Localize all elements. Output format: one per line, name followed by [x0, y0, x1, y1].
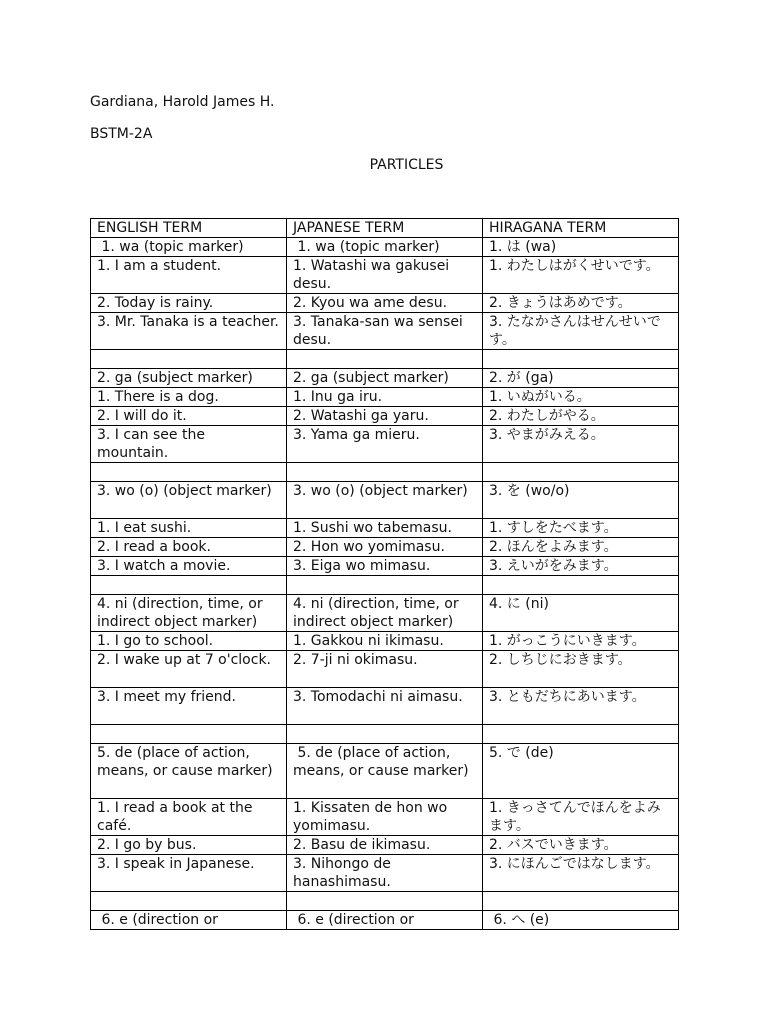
column-header-hiragana: HIRAGANA TERM: [483, 219, 679, 238]
empty-cell: [483, 576, 679, 595]
japanese-term-cell: 1. Sushi wo tabemasu.: [287, 519, 483, 538]
table-row: [91, 257, 679, 294]
japanese-term-cell: 3. Tanaka-san wa sensei desu.: [287, 313, 483, 350]
english-term-cell: 2. I will do it.: [91, 407, 287, 426]
japanese-term-cell: 2. Hon wo yomimasu.: [287, 538, 483, 557]
empty-cell: [91, 576, 287, 595]
japanese-term-cell: 2. 7-ji ni okimasu.: [287, 651, 483, 688]
japanese-term-cell: 2. Kyou wa ame desu.: [287, 294, 483, 313]
hiragana-term-cell: 1. いぬがいる。: [483, 388, 679, 407]
table-row: [91, 519, 679, 538]
japanese-term-cell: 3. Nihongo de hanashimasu.: [287, 855, 483, 892]
table-row: [91, 407, 679, 426]
table-row: [91, 688, 679, 725]
hiragana-term-cell: 2. しちじにおきます。: [483, 651, 679, 688]
english-term-cell: 6. e (direction or: [91, 911, 287, 930]
table-row-spacer: [91, 576, 679, 595]
empty-cell: [287, 463, 483, 482]
hiragana-term-cell: 3. やまがみえる。: [483, 426, 679, 463]
table-row-spacer: [91, 892, 679, 911]
table-row: [91, 426, 679, 463]
hiragana-term-cell: 2. きょうはあめです。: [483, 294, 679, 313]
japanese-term-cell: 3. Tomodachi ni aimasu.: [287, 688, 483, 725]
table-row: [91, 632, 679, 651]
japanese-term-cell: 1. Gakkou ni ikimasu.: [287, 632, 483, 651]
table-row: [91, 482, 679, 519]
section-label: BSTM-2A: [90, 126, 153, 142]
hiragana-term-cell: 1. すしをたべます。: [483, 519, 679, 538]
english-term-cell: 2. I wake up at 7 o'clock.: [91, 651, 287, 688]
column-header-japanese: JAPANESE TERM: [287, 219, 483, 238]
japanese-term-cell: 3. wo (o) (object marker): [287, 482, 483, 519]
table-header-row: [91, 219, 679, 238]
hiragana-term-cell: 1. きっさてんでほんをよみます。: [483, 799, 679, 836]
japanese-term-cell: 6. e (direction or: [287, 911, 483, 930]
hiragana-term-cell: 3. にほんごではなします。: [483, 855, 679, 892]
english-term-cell: 1. I go to school.: [91, 632, 287, 651]
japanese-term-cell: 2. Watashi ga yaru.: [287, 407, 483, 426]
english-term-cell: 3. I speak in Japanese.: [91, 855, 287, 892]
hiragana-term-cell: 2. バスでいきます。: [483, 836, 679, 855]
english-term-cell: 3. I meet my friend.: [91, 688, 287, 725]
hiragana-term-cell: 3. えいがをみます。: [483, 557, 679, 576]
empty-cell: [91, 725, 287, 744]
empty-cell: [91, 892, 287, 911]
english-term-cell: 1. I eat sushi.: [91, 519, 287, 538]
hiragana-term-cell: 1. がっこうにいきます。: [483, 632, 679, 651]
english-term-cell: 3. I watch a movie.: [91, 557, 287, 576]
table-row: [91, 313, 679, 350]
table-row: [91, 836, 679, 855]
hiragana-term-cell: 1. わたしはがくせいです。: [483, 257, 679, 294]
column-header-english: ENGLISH TERM: [91, 219, 287, 238]
english-term-cell: 1. I read a book at the café.: [91, 799, 287, 836]
table-row: [91, 388, 679, 407]
table-row-spacer: [91, 463, 679, 482]
hiragana-term-cell: 2. わたしがやる。: [483, 407, 679, 426]
english-term-cell: 1. wa (topic marker): [91, 238, 287, 257]
english-term-cell: 3. I can see the mountain.: [91, 426, 287, 463]
japanese-term-cell: 4. ni (direction, time, or indirect object marker): [287, 595, 483, 632]
hiragana-term-cell: 2. が (ga): [483, 369, 679, 388]
english-term-cell: 2. I read a book.: [91, 538, 287, 557]
table-row: [91, 855, 679, 892]
hiragana-term-cell: 4. に (ni): [483, 595, 679, 632]
particles-table: [90, 218, 679, 930]
english-term-cell: 3. wo (o) (object marker): [91, 482, 287, 519]
table-row-spacer: [91, 725, 679, 744]
hiragana-term-cell: 5. で (de): [483, 744, 679, 799]
empty-cell: [483, 463, 679, 482]
empty-cell: [483, 892, 679, 911]
japanese-term-cell: 1. Inu ga iru.: [287, 388, 483, 407]
english-term-cell: 1. I am a student.: [91, 257, 287, 294]
japanese-term-cell: 2. Basu de ikimasu.: [287, 836, 483, 855]
english-term-cell: 2. I go by bus.: [91, 836, 287, 855]
table-row: [91, 651, 679, 688]
table-row: [91, 294, 679, 313]
empty-cell: [287, 892, 483, 911]
page-title: PARTICLES: [369, 157, 444, 173]
empty-cell: [483, 350, 679, 369]
author-name: Gardiana, Harold James H.: [90, 94, 275, 110]
hiragana-term-cell: 3. ともだちにあいます。: [483, 688, 679, 725]
empty-cell: [287, 576, 483, 595]
english-term-cell: 5. de (place of action, means, or cause marker): [91, 744, 287, 799]
japanese-term-cell: 1. Watashi wa gakusei desu.: [287, 257, 483, 294]
table-row: [91, 369, 679, 388]
english-term-cell: 4. ni (direction, time, or indirect object marker): [91, 595, 287, 632]
hiragana-term-cell: 6. へ (e): [483, 911, 679, 930]
table-row: [91, 595, 679, 632]
table-row: [91, 557, 679, 576]
japanese-term-cell: 5. de (place of action, means, or cause marker): [287, 744, 483, 799]
table-row: [91, 911, 679, 930]
japanese-term-cell: 2. ga (subject marker): [287, 369, 483, 388]
hiragana-term-cell: 1. は (wa): [483, 238, 679, 257]
empty-cell: [91, 350, 287, 369]
table-row: [91, 744, 679, 799]
hiragana-term-cell: 3. を (wo/o): [483, 482, 679, 519]
english-term-cell: 2. Today is rainy.: [91, 294, 287, 313]
japanese-term-cell: 3. Eiga wo mimasu.: [287, 557, 483, 576]
table-row: [91, 799, 679, 836]
table-row: [91, 238, 679, 257]
hiragana-term-cell: 2. ほんをよみます。: [483, 538, 679, 557]
japanese-term-cell: 1. Kissaten de hon wo yomimasu.: [287, 799, 483, 836]
empty-cell: [287, 350, 483, 369]
hiragana-term-cell: 3. たなかさんはせんせいです。: [483, 313, 679, 350]
english-term-cell: 1. There is a dog.: [91, 388, 287, 407]
table-row: [91, 538, 679, 557]
table-row-spacer: [91, 350, 679, 369]
japanese-term-cell: 1. wa (topic marker): [287, 238, 483, 257]
english-term-cell: 3. Mr. Tanaka is a teacher.: [91, 313, 287, 350]
empty-cell: [91, 463, 287, 482]
empty-cell: [287, 725, 483, 744]
empty-cell: [483, 725, 679, 744]
japanese-term-cell: 3. Yama ga mieru.: [287, 426, 483, 463]
english-term-cell: 2. ga (subject marker): [91, 369, 287, 388]
